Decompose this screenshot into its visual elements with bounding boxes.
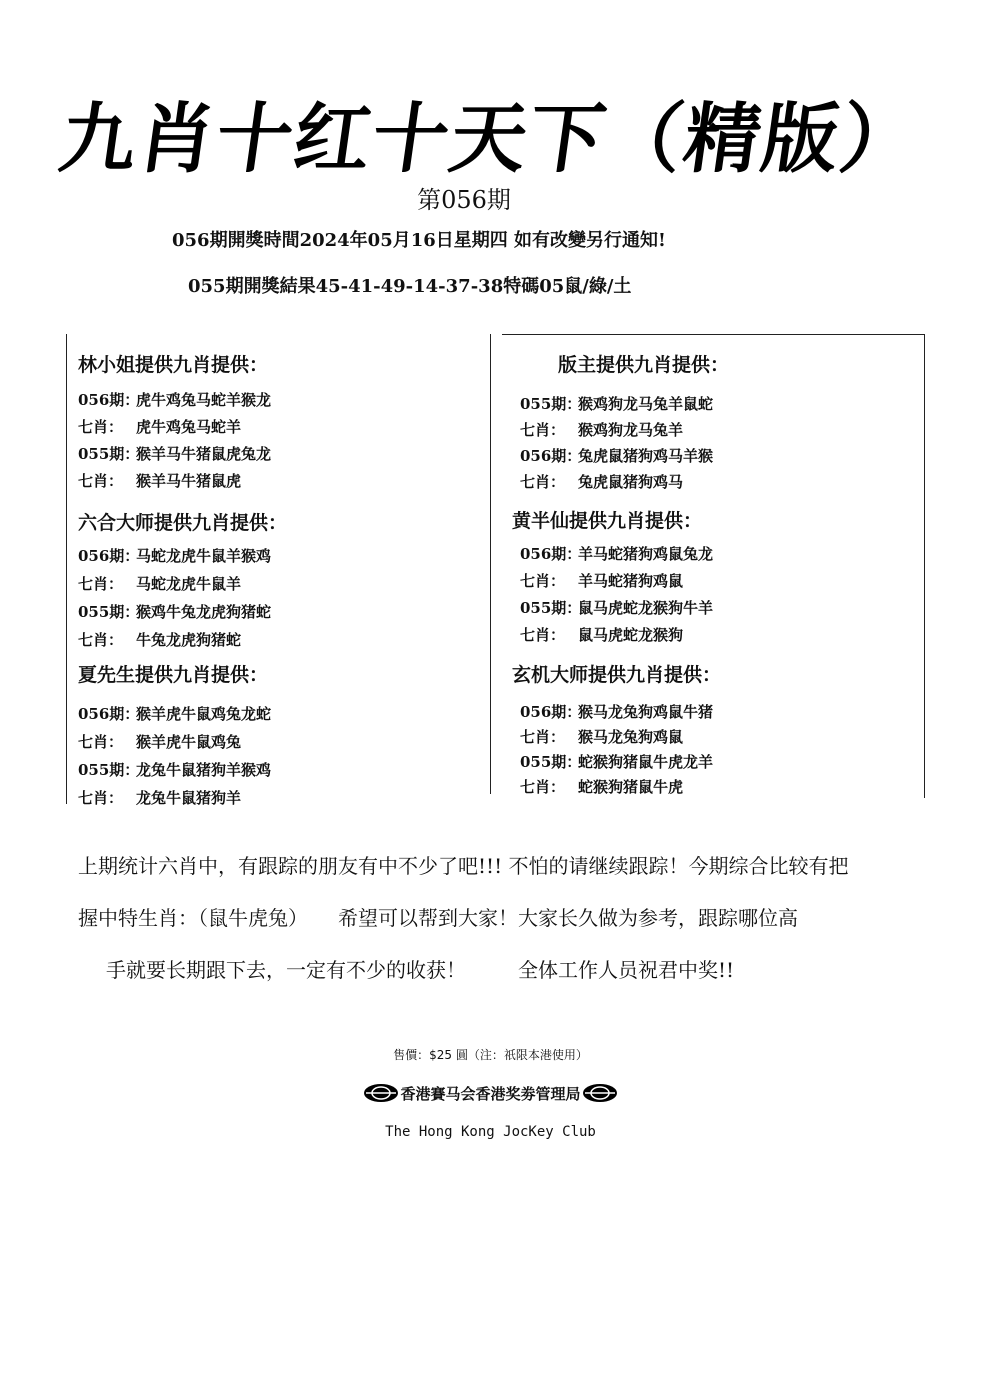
- list-item: 056期：兔虎鼠猪狗鸡马羊猴: [520, 447, 714, 465]
- message-line-1: 上期统计六肖中，有跟踪的朋友有中不少了吧!!! 不怕的请继续跟踪！今期综合比较有把: [78, 854, 849, 878]
- list-item: 七肖： 龙兔牛鼠猪狗羊: [78, 789, 242, 807]
- message-text: 希望可以帮到大家！大家长久做为参考，跟踪哪位高: [338, 906, 798, 930]
- section-title: 林小姐提供九肖提供：: [78, 354, 269, 376]
- price-note: 售價：$25 圓（注：祇限本港使用）: [393, 1048, 588, 1062]
- section-title: 玄机大师提供九肖提供：: [512, 664, 722, 686]
- list-item: 七肖： 牛兔龙虎狗猪蛇: [78, 631, 242, 649]
- page-title: 九肖十红十天下（精版）: [54, 94, 925, 183]
- list-item: 七肖： 猴马龙兔狗鸡鼠: [520, 728, 684, 746]
- section-liuhe: [78, 508, 287, 657]
- list-item: 056期：虎牛鸡兔马蛇羊猴龙: [78, 391, 272, 409]
- list-item: 056期：马蛇龙虎牛鼠羊猴鸡: [78, 547, 272, 565]
- draw-notice: 056期開獎時間2024年05月16日星期四 如有改變另行通知!: [172, 230, 666, 251]
- hkjc-name-en: The Hong Kong JocKey Club: [385, 1124, 596, 1140]
- list-item: 七肖： 猴羊马牛猪鼠虎: [78, 472, 242, 490]
- list-item: 七肖： 蛇猴狗猪鼠牛虎: [520, 778, 684, 796]
- list-item: 055期：猴羊马牛猪鼠虎兔龙: [78, 445, 272, 463]
- middle-box-border: [490, 334, 491, 794]
- list-item: 七肖： 虎牛鸡兔马蛇羊: [78, 418, 242, 436]
- message-line-3: [106, 954, 734, 983]
- right-box-top-border: [502, 334, 924, 335]
- section-xia: [78, 660, 271, 815]
- list-item: 055期：蛇猴狗猪鼠牛虎龙羊: [520, 753, 714, 771]
- list-item: 055期：鼠马虎蛇龙猴狗牛羊: [520, 599, 714, 617]
- section-banzhu: [520, 350, 729, 497]
- list-item: 七肖： 马蛇龙虎牛鼠羊: [78, 575, 242, 593]
- issue-number: 第056期: [417, 186, 511, 214]
- list-item: 055期：猴鸡牛兔龙虎狗猪蛇: [78, 603, 272, 621]
- list-item: 056期：猴羊虎牛鼠鸡兔龙蛇: [78, 705, 272, 723]
- section-title: 黄半仙提供九肖提供：: [512, 510, 703, 532]
- blessing-text: 全体工作人员祝君中奖!!: [518, 958, 735, 982]
- list-item: 七肖： 羊马蛇猪狗鸡鼠: [520, 572, 684, 590]
- last-result: 055期開獎結果45-41-49-14-37-38特碼05鼠/綠/土: [188, 276, 632, 297]
- highlight-pick: 握中特生肖：（鼠牛虎兔）: [78, 906, 308, 930]
- hkjc-logo-icon: [362, 1082, 400, 1104]
- left-box-border: [66, 334, 67, 804]
- hkjc-name-cn: 香港賽马会香港奖劵管理局: [400, 1084, 581, 1103]
- hkjc-logo-icon: [581, 1082, 619, 1104]
- hkjc-line: [0, 1082, 981, 1104]
- list-item: 七肖： 猴鸡狗龙马兔羊: [520, 421, 684, 439]
- section-title: 夏先生提供九肖提供：: [78, 664, 269, 686]
- section-huang: [512, 506, 713, 651]
- list-item: 055期：龙兔牛鼠猪狗羊猴鸡: [78, 761, 272, 779]
- section-title: 六合大师提供九肖提供：: [78, 512, 288, 534]
- list-item: 七肖： 猴羊虎牛鼠鸡兔: [78, 733, 242, 751]
- right-box-border: [924, 334, 925, 798]
- message-text: 手就要长期跟下去，一定有不少的收获！: [106, 958, 466, 982]
- section-xuanji: [512, 660, 721, 801]
- list-item: 七肖： 鼠马虎蛇龙猴狗: [520, 626, 684, 644]
- list-item: 056期：羊马蛇猪狗鸡鼠兔龙: [520, 545, 714, 563]
- section-lin: [78, 350, 271, 497]
- message-line-2: [78, 902, 798, 931]
- list-item: 056期：猴马龙兔狗鸡鼠牛猪: [520, 703, 714, 721]
- list-item: 七肖： 兔虎鼠猪狗鸡马: [520, 473, 684, 491]
- list-item: 055期：猴鸡狗龙马兔羊鼠蛇: [520, 395, 714, 413]
- section-title: 版主提供九肖提供：: [558, 354, 730, 376]
